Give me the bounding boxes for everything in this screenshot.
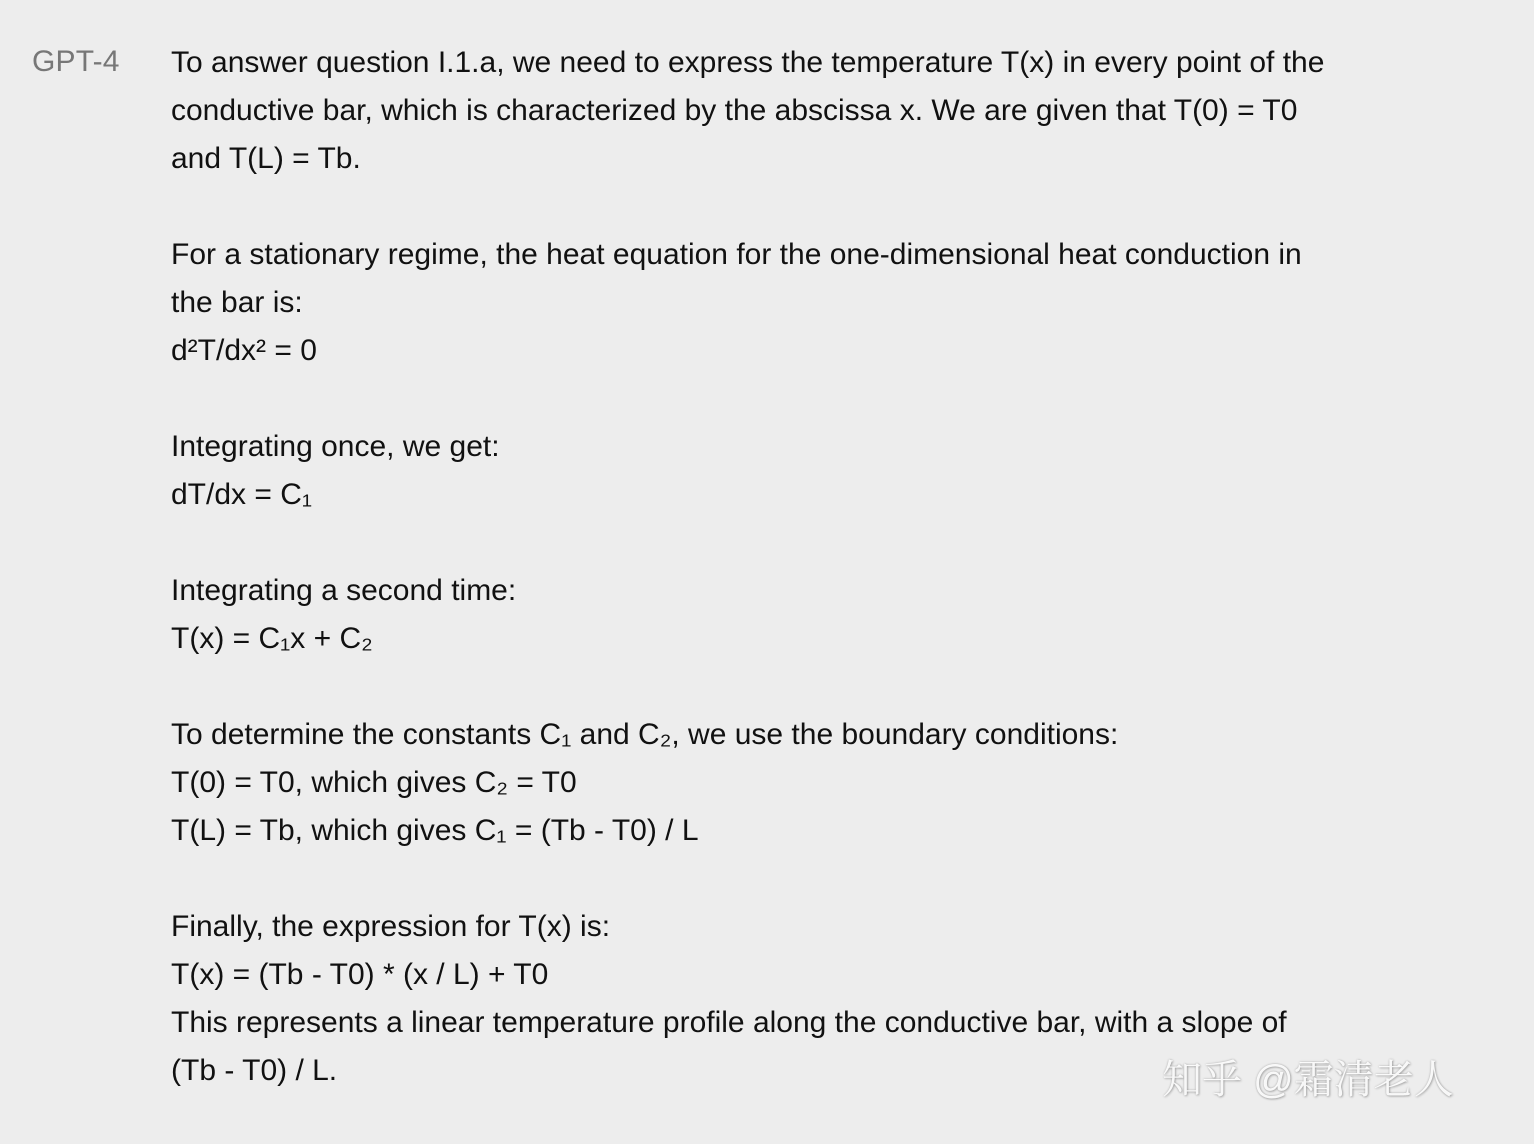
- text-line: To answer question I.1.a, we need to express the temperature T(x) in every point of the: [171, 46, 1325, 79]
- equation-line: dT/dx = C₁: [171, 478, 313, 511]
- equation-line: T(L) = Tb, which gives C₁ = (Tb - T0) / L: [171, 814, 699, 847]
- equation-line: T(x) = C₁x + C₂: [171, 622, 373, 655]
- text-line: Finally, the expression for T(x) is:: [171, 910, 611, 943]
- text-line: and T(L) = Tb.: [171, 142, 361, 175]
- equation-line: T(x) = (Tb - T0) * (x / L) + T0: [171, 958, 549, 991]
- speaker-label: GPT-4: [32, 45, 120, 78]
- equation-line: T(0) = T0, which gives C₂ = T0: [171, 766, 577, 799]
- answer-paragraph: [171, 711, 1401, 855]
- text-line: the bar is:: [171, 286, 303, 319]
- watermark: 知乎 @霜清老人: [1162, 1058, 1454, 1102]
- text-line: (Tb - T0) / L.: [171, 1054, 338, 1087]
- message-content: [171, 39, 1401, 1095]
- answer-paragraph: [171, 39, 1401, 183]
- text-line: conductive bar, which is characterized by the abscissa x. We are given that T(0) = T0: [171, 94, 1298, 127]
- answer-paragraph: [171, 423, 1401, 519]
- text-line: For a stationary regime, the heat equation for the one-dimensional heat conduction in: [171, 238, 1302, 271]
- text-line: Integrating a second time:: [171, 574, 517, 607]
- equation-line: d²T/dx² = 0: [171, 334, 317, 367]
- text-line: To determine the constants C₁ and C₂, we use the boundary conditions:: [171, 718, 1119, 751]
- text-line: Integrating once, we get:: [171, 430, 500, 463]
- text-line: This represents a linear temperature profile along the conductive bar, with a slope of: [171, 1006, 1287, 1039]
- answer-paragraph: [171, 567, 1401, 663]
- answer-paragraph: [171, 231, 1401, 375]
